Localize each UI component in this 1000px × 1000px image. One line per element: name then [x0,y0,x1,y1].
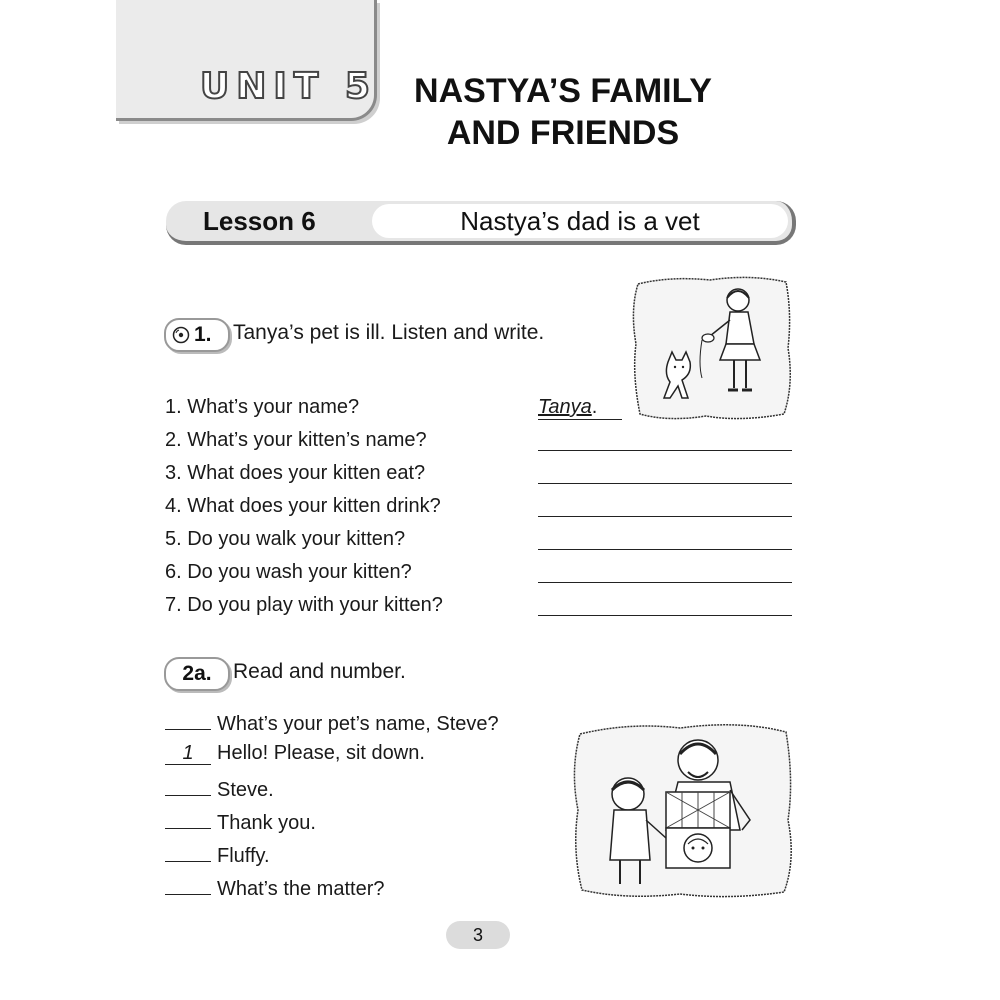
dialogue-text-1: What’s your pet’s name, Steve? [217,713,499,735]
number-blank-6[interactable] [165,872,211,895]
question-3: 3. What does your kitten eat? [165,462,426,484]
question-5: 5. Do you walk your kitten? [165,528,406,550]
number-blank-5[interactable] [165,839,211,862]
exercise-1-number: 1. [194,323,212,346]
answer-2-line[interactable] [538,450,792,451]
lesson-title: Nastya’s dad is a vet [460,206,700,236]
exercise-2a-instruction: Read and number. [233,660,406,683]
answer-1 [538,394,597,420]
page-number: 3 [446,921,510,949]
answer-7-line[interactable] [538,615,792,616]
unit-title-line1: NASTYA’S FAMILY [414,72,712,110]
number-blank-3[interactable] [165,773,211,796]
answer-3-line[interactable] [538,483,792,484]
unit-title [398,70,728,154]
dialogue-text-3: Steve. [217,779,274,801]
number-blank-1[interactable] [165,707,211,730]
question-7: 7. Do you play with your kitten? [165,594,443,616]
dialogue-line-4 [165,806,316,836]
number-blank-2[interactable]: 1 [165,742,211,765]
question-2: 2. What’s your kitten’s name? [165,429,427,451]
dialogue-line-5 [165,839,270,869]
answer-1-period: . [591,396,598,418]
exercise-2a-badge: 2a. [164,657,230,691]
dialogue-text-4: Thank you. [217,812,316,834]
dialogue-line-3 [165,773,274,803]
dialogue-line-6 [165,872,384,902]
dialogue-text-6: What’s the matter? [217,878,385,900]
question-6: 6. Do you wash your kitten? [165,561,412,583]
girl-with-kitten-illustration [630,274,794,422]
unit-label: UNIT 5 [200,66,377,107]
dialogue-text-2: Hello! Please, sit down. [217,742,425,764]
question-1: 1. What’s your name? [165,396,360,418]
answer-1-text: Tanya [538,396,592,418]
answer-5-line[interactable] [538,549,792,550]
lesson-label: Lesson 6 [203,206,316,236]
answer-6-line[interactable] [538,582,792,583]
answer-4-line[interactable] [538,516,792,517]
answer-1-underline [538,419,622,420]
question-4: 4. What does your kitten drink? [165,495,441,517]
number-blank-4[interactable] [165,806,211,829]
exercise-1-badge [164,318,230,352]
dialogue-text-5: Fluffy. [217,845,270,867]
dialogue-line-1 [165,707,499,737]
dialogue-line-2 [165,740,425,766]
exercise-1-instruction: Tanya’s pet is ill. Listen and write. [233,321,545,344]
unit-title-line2: AND FRIENDS [446,114,680,152]
audio-cd-icon [172,326,190,344]
vet-and-boy-illustration [570,720,796,900]
